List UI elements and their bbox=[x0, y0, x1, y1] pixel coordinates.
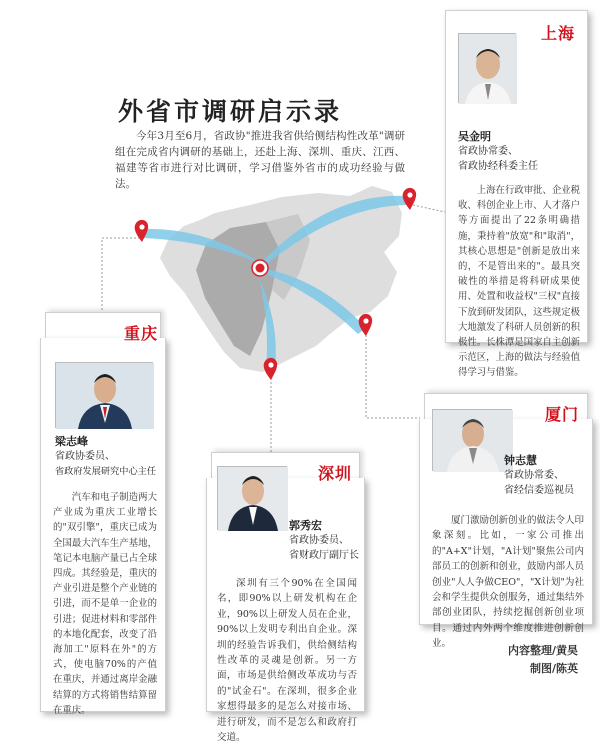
connector-shanghai bbox=[413, 205, 445, 212]
person-role1-shanghai: 省政协常委、 bbox=[458, 146, 518, 157]
credit-line-editor: 内容整理/黄昊 bbox=[507, 644, 578, 657]
card-text-xiamen: 厦门激励创新创业的做法令人印象深刻。比如，一家公司推出的"A+X"计划，"A计划"聚焦公司内部员工的创新和创业，鼓励内部人员创业"人人争做CEO"，"X计划"为社会和学生提供众创服务，通过集结外部创业团队，持续挖掘创新创业项目。通过内外两个维度推进创新创业。 bbox=[432, 515, 585, 650]
credit-content bbox=[508, 642, 578, 676]
person-role2-shanghai: 省政协经科委主任 bbox=[458, 161, 538, 172]
credit-line-graphic: 制图/陈英 bbox=[529, 662, 578, 675]
pin-shenzhen bbox=[264, 358, 277, 380]
card-xiamen bbox=[419, 419, 593, 650]
person-name-xiamen: 钟志慧 bbox=[504, 454, 537, 467]
city-label-shanghai: 上海 bbox=[540, 24, 575, 43]
portrait-icon bbox=[433, 410, 513, 472]
card-shanghai bbox=[445, 10, 588, 379]
card-text-chongqing: 汽车和电子制造两大产业成为重庆工业增长的"双引擎"，重庆已成为全国最大汽车生产基地，笔记本电脑产量已占全球四成。其经验是，重庆的产业引进是整个产业链的引进，而不是单一企业的引进；促进材料和零部件的本地化配套，改变了沿海加工"原料在外"的方式，使电脑70%的产值在重庆，并通过离岸金融结算的方式将销售结算留在重庆。 bbox=[53, 492, 157, 716]
card-text-shanghai: 上海在行政审批、企业税收、科创企业上市、人才落户等方面提出了22条明确措施，秉持着"放宽"和"取消"，其核心思想是"创新是放出来的，不是管出来的"。最具突破性的举措是将科研成果使用、处置和收益权"三权"直接下放到研发团队，这些规定极大地激发了科研人员创新的积极性。长株潭是国家自主创新示范区，上海的做法与经验值得学习与借鉴。 bbox=[458, 185, 580, 379]
hub-marker-province bbox=[252, 260, 268, 276]
card-text-shenzhen: 深圳有三个90%在全国闻名，即90%以上研发机构在企业，90%以上研发人员在企业，90%以上发明专利出自企业。深圳的经验告诉我们，供给侧结构性改革的灵魂是创新。另一方面，市场是供给侧改革成功与否的"试金石"。在深圳，很多企业家想得最多的是怎么对接市场、进行研发，而不是怎么和政府打交道。 bbox=[217, 578, 357, 744]
avatar-xiamen bbox=[432, 409, 512, 471]
card-chongqing bbox=[40, 338, 166, 716]
person-role1-chongqing: 省政协委员、 bbox=[55, 451, 115, 462]
avatar-chongqing bbox=[55, 362, 153, 428]
portrait-icon bbox=[56, 363, 154, 429]
person-role2-chongqing: 省政府发展研究中心主任 bbox=[55, 466, 157, 477]
city-label-chongqing: 重庆 bbox=[124, 324, 159, 343]
person-role1-shenzhen: 省政协委员、 bbox=[289, 535, 349, 546]
portrait-icon bbox=[218, 467, 288, 531]
portrait-icon bbox=[459, 34, 517, 104]
pin-xiamen bbox=[359, 314, 372, 336]
connector-xiamen bbox=[366, 335, 420, 418]
city-label-shenzhen: 深圳 bbox=[318, 464, 353, 483]
person-role2-shenzhen: 省财政厅副厅长 bbox=[289, 550, 359, 561]
avatar-shanghai bbox=[458, 33, 516, 103]
person-role2-xiamen: 省经信委巡视员 bbox=[504, 485, 574, 496]
person-name-shanghai: 吴金明 bbox=[458, 130, 491, 143]
connector-chongqing bbox=[102, 238, 140, 318]
card-shenzhen bbox=[206, 478, 365, 744]
person-role1-xiamen: 省政协常委、 bbox=[504, 470, 564, 481]
city-label-xiamen: 厦门 bbox=[545, 405, 580, 424]
avatar-shenzhen bbox=[217, 466, 287, 530]
person-name-chongqing: 梁志峰 bbox=[55, 435, 88, 448]
pin-chongqing bbox=[135, 220, 148, 242]
intro-paragraph: 今年3月至6月，省政协"推进我省供给侧结构性改革"调研组在完成省内调研的基础上，还赴上海、深圳、重庆、江西、福建等省市进行对比调研，学习借鉴外省市的成功经验与做法。 bbox=[115, 130, 405, 190]
person-name-shenzhen: 郭秀宏 bbox=[289, 519, 322, 532]
page-title: 外省市调研启示录 bbox=[118, 97, 343, 126]
